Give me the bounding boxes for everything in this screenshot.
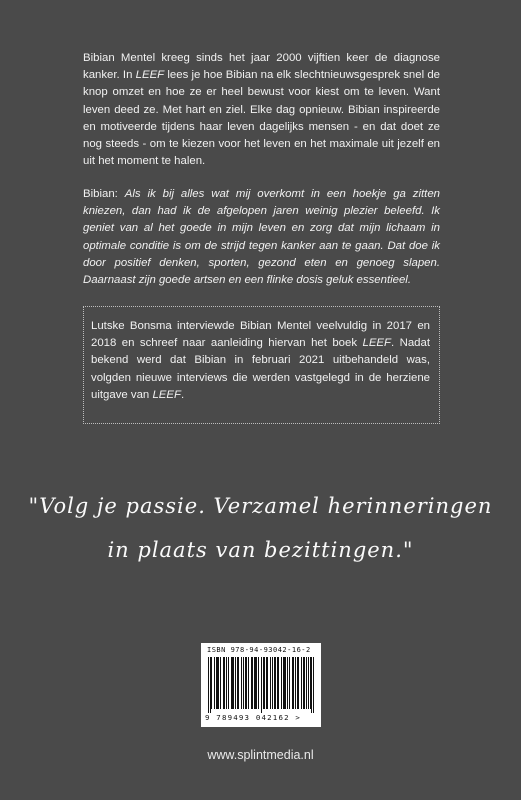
barcode-bar — [303, 657, 304, 709]
barcode-bar — [298, 657, 299, 709]
barcode-bar — [228, 657, 229, 709]
speaker-label: Bibian: — [83, 188, 118, 200]
barcode-bar — [231, 657, 232, 709]
barcode-bar — [243, 657, 244, 709]
barcode-bar — [308, 657, 309, 709]
barcode-bar — [272, 657, 273, 709]
barcode-bar — [295, 657, 296, 709]
barcode-bar — [241, 657, 242, 709]
barcode-bar — [246, 657, 247, 709]
publisher-website: www.splintmedia.nl — [207, 748, 314, 762]
barcode-bar — [238, 657, 239, 709]
barcode-bar — [274, 657, 275, 709]
barcode-bar — [208, 657, 209, 713]
barcode-bar — [248, 657, 249, 709]
barcode-bar — [267, 657, 268, 709]
barcode-bar — [252, 657, 253, 709]
bibian-quote-text: Als ik bij alles wat mij overkomt in een hoekje ga zitten kniezen, dan had ik de afgelopen jaren weinig plezier beleefd. Ik geniet van al het goede in mijn leven en zorg dat mijn lichaam in optimale conditie is om de strijd tegen kanker aan te gaan. Dat doe ik door positief denken, sporten, gezond eten en genoeg slapen. Daarnaast zijn goede artsen en een flinke dosis geluk essentieel. — [83, 188, 440, 287]
barcode-bar — [277, 657, 278, 709]
pull-quote-line-2: in plaats van bezittingen." — [107, 538, 414, 562]
barcode-bar — [216, 657, 217, 709]
barcode-bar — [293, 657, 294, 709]
barcode-bar — [281, 657, 282, 709]
barcode-bars — [208, 657, 314, 713]
barcode-bar — [220, 657, 221, 709]
barcode-bar — [226, 657, 227, 709]
barcode-bar — [211, 657, 212, 709]
barcode-bar — [237, 657, 238, 709]
author-text-2: . Nadat bekend werd dat Bibian in februari 2021 uitbehandeld was, volgden nieuwe interviews die werden vastgelegd in de herziene uitgave van — [91, 337, 430, 401]
barcode-bar — [266, 657, 267, 709]
bibian-quote-paragraph — [83, 186, 440, 289]
barcode-bar — [310, 657, 311, 709]
barcode-bar — [251, 657, 252, 709]
barcode-bar — [258, 657, 259, 709]
barcode-bar — [283, 657, 284, 709]
barcode-bar — [287, 657, 288, 709]
description-text-start: Bibian Mentel kreeg sinds het jaar 2000 vijftien keer de diagnose kanker. In — [83, 52, 440, 82]
book-title: LEEF — [362, 337, 391, 350]
barcode-bar — [292, 657, 293, 709]
barcode-digits: 9 789493 042162 > — [205, 713, 302, 722]
description-text-end: lees je hoe Bibian na elk slechtnieuwsgesprek snel de knop omzet en hoe ze er heel bewust voor kiest om te leven. Want leven deed ze. Met hart en ziel. Elke dag opnieuw. Bibian inspireerde en motiveerde tijdens haar leven dagelijks mensen - en dat doet ze nog steeds - om te kiezen voor het leven en het maximale uit jezelf en uit het moment te halen. — [83, 69, 440, 168]
barcode-bar — [278, 657, 279, 709]
author-paragraph — [91, 318, 430, 404]
book-title: LEEF — [135, 69, 165, 82]
book-title: LEEF — [152, 388, 181, 401]
barcode-bar — [218, 657, 219, 709]
barcode-bar — [306, 657, 307, 709]
pull-quote-line-1: "Volg je passie. Verzamel herinneringen — [28, 494, 493, 518]
barcode-bar — [235, 657, 236, 709]
barcode-bar — [254, 657, 255, 709]
author-text-3: . — [180, 388, 185, 401]
barcode-bar — [285, 657, 286, 709]
barcode-bar — [245, 657, 246, 709]
barcode-bar — [264, 657, 265, 709]
isbn-barcode — [201, 643, 321, 727]
barcode-bar — [256, 657, 257, 709]
barcode-bar — [289, 657, 290, 709]
barcode-bar — [261, 657, 262, 713]
author-text-1: Lutske Bonsma interviewde Bibian Mentel veelvuldig in 2017 en 2018 en schreef naar aanleiding hiervan het boek — [91, 320, 430, 350]
barcode-bar — [217, 657, 218, 709]
barcode-bar — [304, 657, 305, 709]
barcode-bar — [224, 657, 225, 709]
barcode-bar — [233, 657, 234, 709]
barcode-bar — [297, 657, 298, 709]
barcode-bar — [301, 657, 302, 709]
barcode-bar — [210, 657, 211, 713]
barcode-bar — [214, 657, 215, 709]
barcode-bar — [313, 657, 314, 713]
barcode-bar — [232, 657, 233, 709]
barcode-bar — [263, 657, 264, 709]
barcode-bar — [275, 657, 276, 709]
barcode-bar — [223, 657, 224, 709]
barcode-bar — [255, 657, 256, 709]
barcode-bar — [311, 657, 312, 713]
barcode-bar — [270, 657, 271, 709]
barcode-bar — [284, 657, 285, 709]
isbn-label: ISBN 978-94-93042-16-2 — [207, 646, 311, 654]
description-paragraph — [83, 50, 440, 170]
